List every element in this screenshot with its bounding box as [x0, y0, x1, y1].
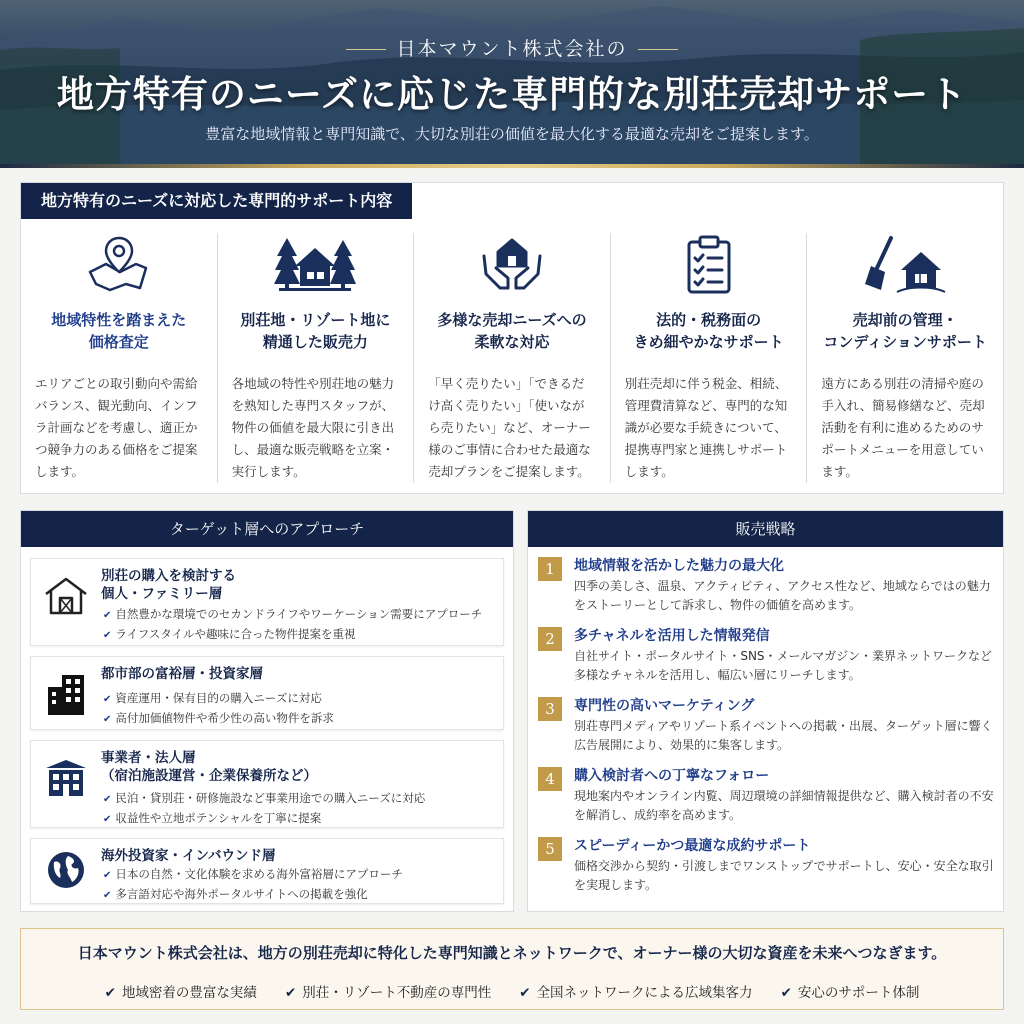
page-title: 地方特有のニーズに応じた専門的な別荘売却サポート: [56, 72, 968, 116]
support-card: [807, 233, 1003, 483]
card-title: 別荘地・リゾート地に 精通した販売力: [240, 311, 391, 351]
forest-house-icon: [232, 233, 400, 295]
target-item: [30, 558, 504, 646]
clipboard-checklist-icon: [625, 233, 793, 295]
target-point: ✔ 多言語対応や海外ポータルサイトへの掲載を強化: [103, 885, 403, 905]
check-icon: ✔: [104, 985, 116, 1001]
strategy-number: 2: [538, 627, 562, 651]
strategy-number: 1: [538, 557, 562, 581]
strategy-body: 四季の美しさ、温泉、アクティビティ、アクセス性など、地域ならではの魅力をストーリーとして訴求し、物件の価値を高めます。: [574, 579, 991, 612]
feature-item: ✔ 全国ネットワークによる広域集客力: [519, 985, 753, 1001]
hands-house-icon: [428, 233, 596, 295]
strategy-body: 自社サイト・ポータルサイト・SNS・メールマガジン・業界ネットワークなど多様なチャネルを活用し、幅広い層にリーチします。: [574, 649, 992, 682]
gold-divider: [0, 164, 1024, 168]
support-card: [414, 233, 611, 483]
strategy-body: 価格交渉から契約・引渡しまでワンストップでサポートし、安心・安全な取引を実現します。: [574, 859, 994, 892]
check-icon: ✔: [284, 985, 297, 1001]
hotel-icon: [43, 755, 89, 801]
page-subtitle: 豊富な地域情報と専門知識で、大切な別荘の価値を最大化する最適な売却をご提案します。: [205, 125, 819, 143]
footer-banner: [20, 928, 1004, 1010]
target-point: ✔ 資産運用・保有目的の購入ニーズに対応: [103, 689, 334, 709]
feature-item: ✔ 別荘・リゾート不動産の専門性: [284, 985, 492, 1001]
divider: [638, 49, 678, 50]
target-point: ✔ ライフスタイルや趣味に合った物件提案を重視: [103, 625, 482, 645]
strategy-title: 地域情報を活かした魅力の最大化: [574, 558, 784, 574]
strategy-title: スピーディーかつ最適な成約サポート: [574, 838, 811, 854]
card-body: 各地域の特性や別荘地の魅力を熟知した専門スタッフが、物件の価値を最大限に引き出し、最適な販売戦略を立案・実行します。: [231, 376, 395, 479]
card-title: 売却前の管理・ コンディションサポート: [823, 311, 987, 351]
strategy-number: 3: [538, 697, 562, 721]
strategy-title: 専門性の高いマーケティング: [574, 698, 755, 714]
strategy-body: 現地案内やオンライン内覧、周辺環境の詳細情報提供など、購入検討者の不安を解消し、成約率を高めます。: [574, 789, 994, 822]
card-title: 多様な売却ニーズへの 柔軟な対応: [437, 311, 587, 351]
support-section: [20, 182, 1004, 494]
card-body: 別荘売却に伴う税金、相続、管理費清算など、専門的な知識が必要な手続きについて、提携専門家と連携しサポートします。: [624, 376, 788, 479]
footer-message: 日本マウント株式会社は、地方の別荘売却に特化した専門知識とネットワークで、オーナー様の大切な資産を未来へつなぎます。: [77, 944, 947, 962]
strategy-heading: 販売戦略: [528, 511, 1003, 547]
building-icon: [43, 671, 89, 717]
target-title: 別荘の購入を検討する 個人・ファミリー層: [101, 568, 236, 602]
feature-item: ✔ 地域密着の豊富な実績: [104, 985, 257, 1001]
card-title: 法的・税務面の きめ細やかなサポート: [633, 311, 784, 351]
target-title: 都市部の富裕層・投資家層: [101, 666, 263, 682]
strategy-number: 4: [538, 767, 562, 791]
strategy-title: 購入検討者への丁寧なフォロー: [574, 768, 770, 784]
target-title: 海外投資家・インバウンド層: [101, 848, 276, 864]
target-point: ✔ 収益性や立地ポテンシャルを丁寧に提案: [103, 809, 425, 829]
target-point: ✔ 民泊・貸別荘・研修施設など事業用途での購入ニーズに対応: [103, 789, 425, 809]
globe-icon: [43, 847, 89, 893]
strategy-panel: [527, 510, 1004, 912]
target-point: ✔ 日本の自然・文化体験を求める海外富裕層にアプローチ: [103, 865, 403, 885]
target-point: ✔ 自然豊かな環境でのセカンドライフやワーケーション需要にアプローチ: [103, 605, 482, 625]
target-item: [30, 656, 504, 730]
target-item: [30, 838, 504, 904]
card-body: 遠方にある別荘の清掃や庭の手入れ、簡易修繕など、売却活動を有利に進めるためのサポートメニューを用意しています。: [821, 376, 985, 479]
target-item: [30, 740, 504, 828]
broom-house-icon: [821, 233, 989, 295]
check-icon: ✔: [780, 985, 792, 1001]
divider: [346, 49, 386, 50]
support-card: [218, 233, 415, 483]
card-title: 地域特性を踏まえた 価格査定: [51, 311, 187, 351]
target-heading: ターゲット層へのアプローチ: [21, 511, 513, 547]
feature-item: ✔ 安心のサポート体制: [780, 985, 920, 1001]
card-body: 「早く売りたい」「できるだけ高く売りたい」「使いながら売りたい」など、オーナー様のご事情に合わせた最適な売却プランをご提案します。: [428, 376, 591, 479]
strategy-number: 5: [538, 837, 562, 861]
strategy-title: 多チャネルを活用した情報発信: [574, 628, 770, 644]
support-heading: 地方特有のニーズに対応した専門的サポート内容: [21, 183, 412, 219]
strategy-body: 別荘専門メディアやリゾート系イベントへの掲載・出展、ターゲット層に響く広告展開により、効果的に集客します。: [574, 719, 993, 752]
hero-banner: [0, 0, 1024, 168]
house-icon: [43, 573, 89, 619]
check-icon: ✔: [519, 985, 531, 1001]
support-card: [611, 233, 808, 483]
target-point: ✔ 高付加価値物件や希少性の高い物件を訴求: [103, 709, 334, 729]
card-body: エリアごとの取引動向や需給バランス、観光動向、インフラ計画などを考慮し、適正かつ競争力のある価格をご提案します。: [35, 376, 198, 479]
support-card: [21, 233, 218, 483]
company-name: 日本マウント株式会社の: [396, 38, 628, 60]
target-title: 事業者・法人層 （宿泊施設運営・企業保養所など）: [101, 750, 317, 784]
map-pin-icon: [35, 233, 203, 295]
